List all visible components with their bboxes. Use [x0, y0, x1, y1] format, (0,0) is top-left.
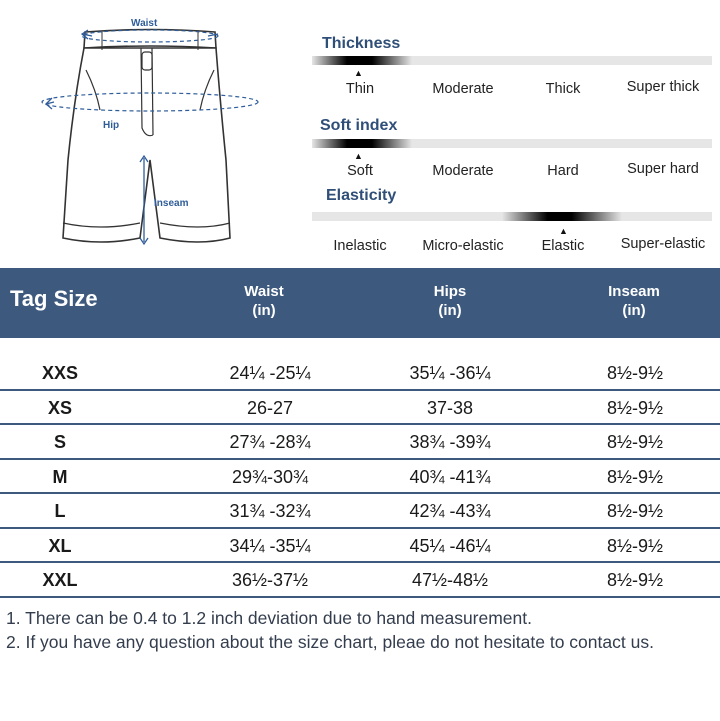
row-tag: XXL — [42, 570, 78, 590]
header-hips-unit: (in) — [438, 302, 462, 319]
header-hips — [380, 282, 520, 320]
note-1: 1. There can be 0.4 to 1.2 inch deviation due to hand measurement. — [6, 608, 532, 628]
notes — [6, 606, 654, 654]
row-inseam: 8½-9½ — [606, 432, 664, 452]
row-tag: L — [54, 501, 66, 521]
row-hips: 35¼ -36¼ — [409, 363, 491, 383]
table-row — [0, 529, 720, 564]
row-hips: 40¾ -41¾ — [409, 466, 491, 487]
row-hips: 42¾ -43¾ — [409, 501, 491, 521]
header-tag-size: Tag Size — [10, 286, 98, 311]
elasticity-marker-icon: ▲ — [559, 226, 568, 236]
row-waist: 27¾ -28¾ — [229, 432, 311, 452]
header-inseam — [564, 282, 704, 320]
table-row — [0, 494, 720, 529]
table-row — [0, 356, 720, 391]
row-tag: XS — [47, 397, 72, 418]
thickness-option-thick: Thick — [545, 81, 581, 97]
inseam-label: Inseam — [154, 198, 189, 209]
size-table-header — [0, 268, 720, 338]
size-table-body — [0, 356, 720, 598]
header-waist-unit: (in) — [252, 302, 276, 319]
header-waist-label: Waist — [244, 283, 284, 300]
thickness-option-thin: Thin — [345, 81, 375, 97]
waist-label: Waist — [131, 18, 158, 29]
table-row — [0, 391, 720, 426]
row-inseam: 8½-9½ — [606, 501, 664, 521]
elasticity-scale — [312, 212, 712, 221]
shorts-diagram — [40, 10, 270, 250]
thickness-title: Thickness — [322, 35, 401, 52]
row-inseam: 8½-9½ — [606, 397, 664, 418]
thickness-marker-icon: ▲ — [354, 68, 363, 78]
table-row — [0, 425, 720, 460]
row-waist: 36½-37½ — [231, 570, 309, 590]
row-inseam: 8½-9½ — [606, 535, 664, 556]
header-inseam-label: Inseam — [608, 283, 660, 300]
row-tag: S — [53, 432, 66, 452]
thickness-option-moderate: Moderate — [432, 81, 494, 97]
thickness-scale — [312, 56, 712, 65]
row-waist: 31¾ -32¾ — [229, 501, 311, 521]
row-inseam: 8½-9½ — [606, 363, 664, 383]
note-2: 2. If you have any question about the size chart, pleae do not hesitate to contact us. — [6, 632, 654, 652]
header-inseam-unit: (in) — [622, 302, 646, 319]
row-tag: XL — [48, 535, 72, 556]
header-hips-label: Hips — [433, 283, 467, 300]
soft-index-option-moderate: Moderate — [432, 163, 494, 179]
row-waist: 26-27 — [246, 397, 294, 418]
row-waist: 29¾-30¾ — [231, 466, 309, 487]
soft-index-scale — [312, 139, 712, 148]
row-hips: 37-38 — [426, 397, 474, 418]
row-hips: 45¼ -46¼ — [409, 535, 491, 556]
table-row — [0, 563, 720, 598]
row-tag: XXS — [41, 363, 79, 383]
row-waist: 24¼ -25¼ — [229, 363, 311, 383]
row-hips: 47½-48½ — [411, 570, 489, 590]
thickness-option-super-thick: Super thick — [626, 79, 700, 95]
row-inseam: 8½-9½ — [606, 466, 664, 487]
hip-label: Hip — [103, 120, 120, 131]
header-waist — [194, 282, 334, 320]
elasticity-option-elastic: Elastic — [541, 238, 585, 254]
soft-index-marker-icon: ▲ — [354, 151, 363, 161]
soft-index-option-soft: Soft — [347, 163, 373, 179]
elasticity-title: Elasticity — [326, 187, 397, 204]
soft-index-option-super-hard: Super hard — [627, 161, 699, 177]
elasticity-option-inelastic: Inelastic — [333, 238, 387, 254]
elasticity-option-micro-elastic: Micro-elastic — [422, 238, 504, 254]
row-waist: 34¼ -35¼ — [229, 535, 311, 556]
table-row — [0, 460, 720, 495]
soft-index-title: Soft index — [320, 117, 398, 134]
soft-index-option-hard: Hard — [547, 163, 579, 179]
shorts-illustration — [40, 10, 270, 250]
row-tag: M — [52, 466, 68, 487]
row-inseam: 8½-9½ — [606, 570, 664, 590]
row-hips: 38¾ -39¾ — [409, 432, 491, 452]
elasticity-option-super-elastic: Super-elastic — [620, 236, 706, 252]
